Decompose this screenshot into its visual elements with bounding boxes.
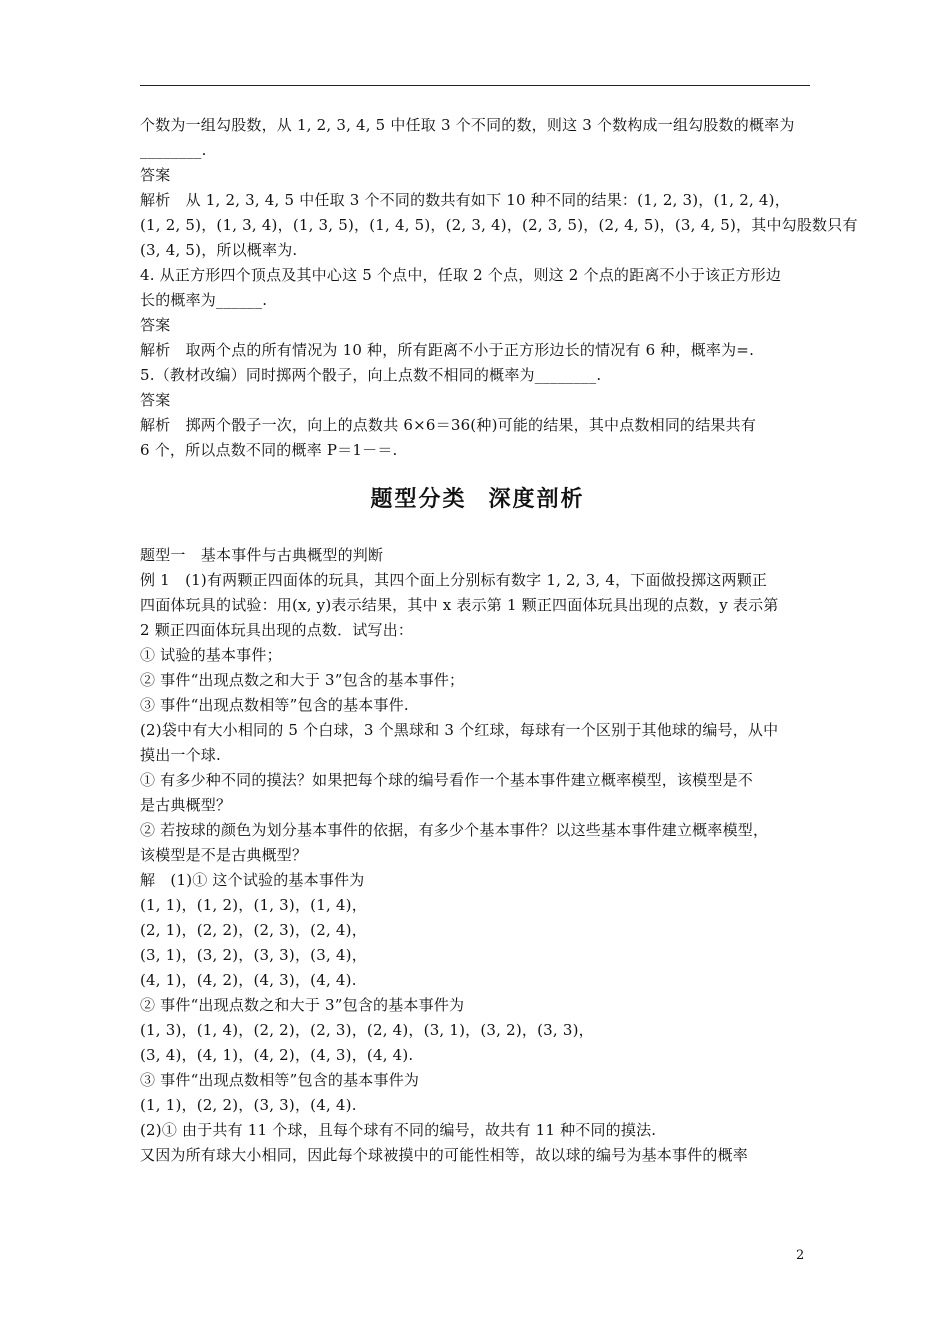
text-line: 6 个，所以点数不同的概率 P＝1－＝.: [140, 441, 398, 459]
text-line: (2)袋中有大小相同的 5 个白球，3 个黑球和 3 个红球，每球有一个区别于其他球的编号，从中: [140, 721, 779, 739]
text-line: 是古典概型？: [140, 796, 232, 814]
text-line: 又因为所有球大小相同，因此每个球被摸中的可能性相等，故以球的编号为基本事件的概率: [140, 1146, 749, 1164]
text-line: 解析 掷两个骰子一次，向上的点数共 6×6＝36(种)可能的结果，其中点数相同的结果共有: [140, 416, 757, 434]
text-line: ________.: [140, 141, 207, 159]
text-line: 该模型是不是古典概型？: [140, 846, 308, 864]
text-line: 5.（教材改编）同时掷两个骰子，向上点数不相同的概率为________.: [140, 366, 602, 384]
text-line: (1, 3)，(1, 4)，(2, 2)，(2, 3)，(2, 4)，(3, 1)，(3, 2)，(3, 3)，: [140, 1021, 594, 1039]
text-line: ② 事件“出现点数之和大于 3”包含的基本事件为: [140, 996, 465, 1014]
text-line: ② 若按球的颜色为划分基本事件的依据，有多少个基本事件？以这些基本事件建立概率模型，: [140, 821, 769, 839]
text-line: 答案: [140, 316, 171, 334]
text-line: ② 事件“出现点数之和大于 3”包含的基本事件；: [140, 671, 465, 689]
text-line: 摸出一个球.: [140, 746, 221, 764]
text-line: (1, 2, 5)，(1, 3, 4)，(1, 3, 5)，(1, 4, 5)，(2, 3, 4)，(2, 3, 5)，(2, 4, 5)，(3, 4, 5)，其中勾股数只有: [140, 216, 858, 234]
text-line: (2)① 由于共有 11 个球，且每个球有不同的编号，故共有 11 种不同的摸法.: [140, 1121, 657, 1139]
text-line: 题型一 基本事件与古典概型的判断: [140, 546, 384, 564]
text-line: ① 有多少种不同的摸法？如果把每个球的编号看作一个基本事件建立概率模型，该模型是不: [140, 771, 753, 789]
text-line: ③ 事件“出现点数相等”包含的基本事件.: [140, 696, 409, 714]
text-line: 4. 从正方形四个顶点及其中心这 5 个点中，任取 2 个点，则这 2 个点的距离不小于该正方形边: [140, 266, 782, 284]
header-rule: [140, 85, 810, 86]
text-line: (4, 1)，(4, 2)，(4, 3)，(4, 4).: [140, 971, 357, 989]
text-line: 长的概率为______.: [140, 291, 268, 309]
text-line: (3, 4, 5)，所以概率为.: [140, 241, 298, 259]
text-line: (3, 1)，(3, 2)，(3, 3)，(3, 4)，: [140, 946, 367, 964]
text-line: (1, 1)，(1, 2)，(1, 3)，(1, 4)，: [140, 896, 367, 914]
text-line: 答案: [140, 166, 171, 184]
text-line: 解析 取两个点的所有情况为 10 种，所有距离不小于正方形边长的情况有 6 种，概率为=.: [140, 341, 755, 359]
page-number: 2: [796, 1248, 805, 1263]
text-line: 四面体玩具的试验：用(x, y)表示结果，其中 x 表示第 1 颗正四面体玩具出现的点数，y 表示第: [140, 596, 779, 614]
examples-section: [140, 543, 815, 1168]
text-line: (2, 1)，(2, 2)，(2, 3)，(2, 4)，: [140, 921, 367, 939]
text-line: 解析 从 1, 2, 3, 4, 5 中任取 3 个不同的数共有如下 10 种不同的结果：(1, 2, 3)，(1, 2, 4)，: [140, 191, 790, 209]
section-heading: [140, 475, 815, 525]
section-heading-part2: 深度剖析: [488, 487, 585, 512]
text-line: (3, 4)，(4, 1)，(4, 2)，(4, 3)，(4, 4).: [140, 1046, 414, 1064]
text-line: ① 试验的基本事件；: [140, 646, 282, 664]
text-line: 个数为一组勾股数，从 1, 2, 3, 4, 5 中任取 3 个不同的数，则这 3 个数构成一组勾股数的概率为: [140, 116, 795, 134]
text-line: 2 颗正四面体玩具出现的点数．试写出：: [140, 621, 414, 639]
text-line: ③ 事件“出现点数相等”包含的基本事件为: [140, 1071, 420, 1089]
section-heading-part1: 题型分类: [370, 487, 467, 512]
problems-section: [140, 113, 858, 463]
text-line: 解 (1)① 这个试验的基本事件为: [140, 871, 365, 889]
text-line: (1, 1)，(2, 2)，(3, 3)，(4, 4).: [140, 1096, 357, 1114]
text-line: 答案: [140, 391, 171, 409]
page-content: [140, 113, 858, 1168]
text-line: 例 1 (1)有两颗正四面体的玩具，其四个面上分别标有数字 1, 2, 3, 4，下面做投掷这两颗正: [140, 571, 768, 589]
